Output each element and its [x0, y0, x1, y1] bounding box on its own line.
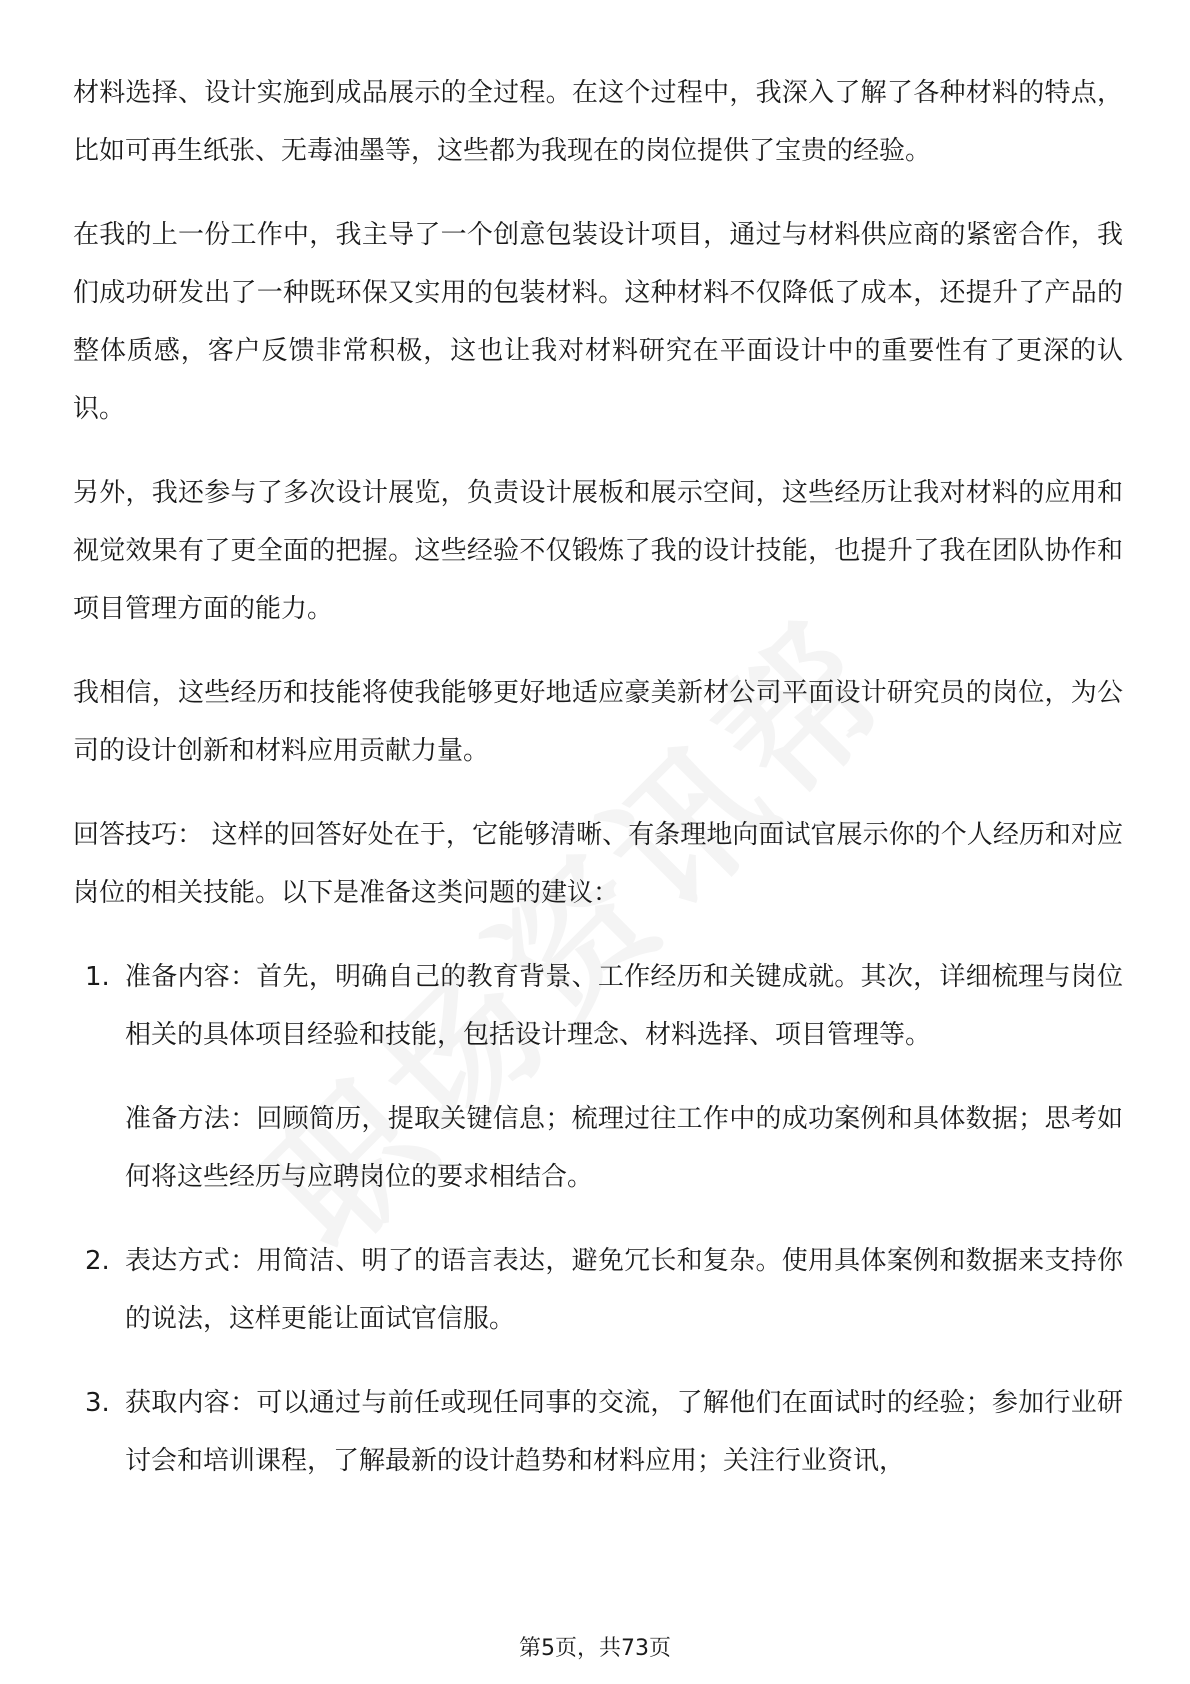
- paragraph: 材料选择、设计实施到成品展示的全过程。在这个过程中，我深入了解了各种材料的特点，比如可再生纸张、无毒油墨等，这些都为我现在的岗位提供了宝贵的经验。: [73, 78, 1123, 166]
- page-number-footer: 第5页，共73页: [519, 1636, 671, 1661]
- list-item-text: 获取内容：可以通过与前任或现任同事的交流，了解他们在面试时的经验；参加行业研讨会和培训课程，了解最新的设计趋势和材料应用；关注行业资讯，: [125, 1388, 1123, 1476]
- list-item: [73, 948, 1123, 1206]
- document-body: [73, 64, 1123, 1516]
- paragraph: 另外，我还参与了多次设计展览，负责设计展板和展示空间，这些经历让我对材料的应用和视觉效果有了更全面的把握。这些经验不仅锻炼了我的设计技能，也提升了我在团队协作和项目管理方面的能力。: [73, 478, 1123, 624]
- list-item: [73, 1374, 1123, 1490]
- tips-list: [73, 948, 1123, 1490]
- list-number: 3.: [85, 1388, 110, 1418]
- list-item-text: 准备方法：回顾简历，提取关键信息；梳理过往工作中的成功案例和具体数据；思考如何将这些经历与应聘岗位的要求相结合。: [125, 1104, 1123, 1192]
- list-item-text: 准备内容：首先，明确自己的教育背景、工作经历和关键成就。其次，详细梳理与岗位相关的具体项目经验和技能，包括设计理念、材料选择、项目管理等。: [125, 962, 1123, 1050]
- list-number: 1.: [85, 962, 110, 992]
- answer-tips-paragraph: 回答技巧： 这样的回答好处在于，它能够清晰、有条理地向面试官展示你的个人经历和对应岗位的相关技能。以下是准备这类问题的建议：: [73, 820, 1123, 908]
- list-item-text: 表达方式：用简洁、明了的语言表达，避免冗长和复杂。使用具体案例和数据来支持你的说法，这样更能让面试官信服。: [125, 1246, 1123, 1334]
- paragraph: 在我的上一份工作中，我主导了一个创意包装设计项目，通过与材料供应商的紧密合作，我们成功研发出了一种既环保又实用的包装材料。这种材料不仅降低了成本，还提升了产品的整体质感，客户反馈非常积极，这也让我对材料研究在平面设计中的重要性有了更深的认识。: [73, 220, 1123, 424]
- list-item: [73, 1232, 1123, 1348]
- paragraph: 我相信，这些经历和技能将使我能够更好地适应豪美新材公司平面设计研究员的岗位，为公司的设计创新和材料应用贡献力量。: [73, 678, 1123, 766]
- list-number: 2.: [85, 1246, 110, 1276]
